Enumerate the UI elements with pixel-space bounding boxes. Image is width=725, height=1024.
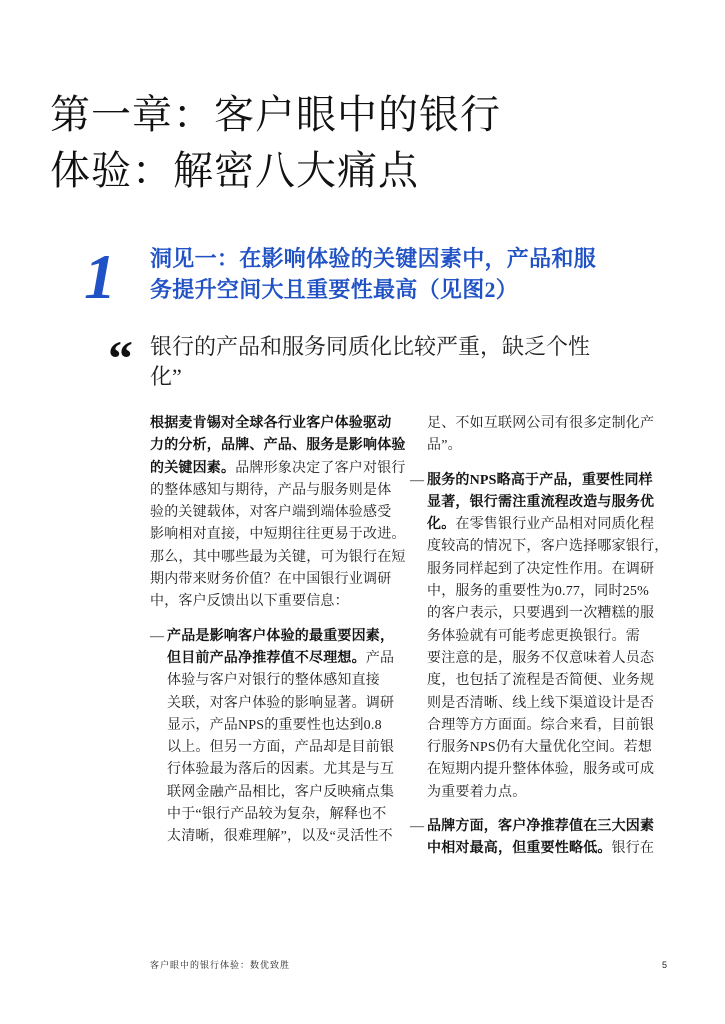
bold-text: 根据麦肯锡对全球各行业客户体验驱动: [150, 416, 392, 431]
body-text: 影响相对直接，中短期往往更易于改进。: [150, 527, 406, 543]
text-line: [427, 470, 666, 492]
body-text: 中于“银行产品较为复杂，解释也不: [167, 807, 387, 823]
bold-text: 显著，银行需注重流程改造与服务优: [427, 494, 655, 510]
text-line: [427, 435, 666, 457]
text-line: [150, 480, 406, 502]
bullet-item: [410, 816, 666, 861]
body-text: 验的关键载体，对客户端到端体验感受: [150, 505, 392, 521]
body-text: 中，客户反馈出以下重要信息：: [150, 594, 349, 610]
body-text: 在短期内提升整体体验，服务或可成: [427, 762, 655, 778]
text-line: [427, 626, 666, 648]
body-text: 足、不如互联网公司有很多定制化产: [427, 416, 655, 431]
text-line: [150, 458, 406, 480]
body-text: 要注意的是，服务不仅意味着人员态: [427, 650, 655, 666]
text-line: [150, 524, 406, 546]
body-text: 期内带来财务价值？在中国银行业调研: [150, 572, 392, 588]
body-paragraph: [150, 413, 406, 614]
text-line: [167, 670, 406, 692]
text-line: [150, 591, 406, 613]
text-line: [167, 782, 406, 804]
bold-text: 力的分析，品牌、产品、服务是影响体验: [150, 438, 406, 454]
text-line: [427, 648, 666, 670]
bold-text: 的关键因素。: [150, 460, 236, 476]
text-line: [150, 547, 406, 569]
pull-quote-line: 银行的产品和服务同质化比较严重，缺乏个性: [150, 334, 591, 359]
quote-mark-icon: “: [108, 330, 133, 386]
text-line: [427, 759, 666, 781]
body-text: 以上。但另一方面，产品却是目前银: [167, 740, 395, 756]
text-line: [167, 737, 406, 759]
text-line: [150, 502, 406, 524]
text-line: [427, 492, 666, 514]
text-line: [427, 670, 666, 692]
bullet-item-continued: [410, 413, 666, 458]
chapter-title-line: 第一章：客户眼中的银行: [50, 92, 501, 137]
text-line: [167, 648, 406, 670]
text-line: [427, 603, 666, 625]
text-line: [167, 693, 406, 715]
bold-text: 品牌方面，客户净推荐值在三大因素: [427, 819, 655, 835]
body-text: 则是否清晰、线上线下渠道设计是否: [427, 695, 655, 711]
text-line: [427, 782, 666, 804]
bullet-item: [150, 626, 406, 849]
chapter-title: [50, 87, 501, 199]
bold-text: 中相对最高，但重要性略低。: [427, 841, 612, 857]
text-line: [427, 715, 666, 737]
text-line: [167, 759, 406, 781]
body-text: 度，也包括了流程是否简便、业务规: [427, 673, 655, 689]
body-text: 联网金融产品相比，客户反映痛点集: [167, 784, 395, 800]
text-line: [167, 826, 406, 848]
bold-text: 产品是影响客户体验的最重要因素，: [167, 628, 395, 644]
bold-text: 但目前产品净推荐值不尽理想。: [167, 650, 366, 666]
bold-text: 服务的NPS略高于产品，重要性同样: [427, 472, 653, 488]
body-text: 品牌形象决定了客户对银行: [235, 460, 406, 476]
chapter-title-line: 体验：解密八大痛点: [50, 148, 419, 193]
body-text: 银行在: [611, 841, 655, 857]
text-line: [150, 413, 406, 435]
body-column-right: [410, 413, 669, 861]
text-line: [427, 559, 666, 581]
text-line: [427, 514, 666, 536]
bullet-dash: —: [410, 819, 425, 835]
body-text: 品”。: [427, 438, 462, 454]
text-line: [150, 569, 406, 591]
body-text: 的整体感知与期待，产品与服务则是体: [150, 482, 392, 498]
text-line: [167, 626, 406, 648]
text-line: [427, 536, 669, 558]
body-text: 那么，其中哪些最为关键，可为银行在短: [150, 549, 406, 565]
body-column-left: [150, 413, 406, 849]
body-text: 度较高的情况下，客户选择哪家银行，: [427, 539, 669, 555]
body-text: 合理等方方面面。综合来看，目前银: [427, 717, 655, 733]
text-line: [427, 581, 666, 603]
body-text: 的客户表示，只要遇到一次糟糕的服: [427, 606, 655, 622]
footer-report-title: 客户眼中的银行体验：数优致胜: [150, 960, 291, 970]
insight-number: 1: [84, 241, 116, 312]
body-text: 在零售银行业产品相对同质化程: [455, 517, 655, 533]
insight-heading-line: 务提升空间大且重要性最高（见图2）: [150, 277, 519, 302]
text-line: [167, 715, 406, 737]
body-text: 行体验最为落后的因素。尤其是与互: [167, 762, 395, 778]
text-line: [427, 737, 666, 759]
bold-text: 化。: [427, 517, 456, 533]
body-text: 中，服务的重要性为0.77，同时25%: [427, 584, 649, 600]
text-line: [427, 838, 666, 860]
bullet-dash: —: [150, 628, 165, 644]
body-text: 产品: [365, 650, 395, 666]
page-number: 5: [662, 960, 668, 970]
body-text: 务体验就有可能考虑更换银行。需: [427, 628, 640, 644]
insight-heading-line: 洞见一：在影响体验的关键因素中，产品和服: [150, 246, 597, 271]
body-text: 体验与客户对银行的整体感知直接: [167, 673, 380, 689]
pull-quote: [150, 332, 590, 392]
bullet-item: [410, 470, 669, 804]
body-text: 服务同样起到了决定性作用。在调研: [427, 561, 655, 577]
text-line: [427, 413, 666, 435]
body-text: 显示，产品NPS的重要性也达到0.8: [167, 717, 382, 733]
body-text: 行服务NPS仍有大量优化空间。若想: [427, 740, 653, 756]
body-text: 关联，对客户体验的影响显著。调研: [167, 695, 395, 711]
body-text: 为重要着力点。: [427, 784, 527, 800]
text-line: [167, 804, 406, 826]
bullet-dash: —: [410, 472, 425, 488]
text-line: [427, 693, 666, 715]
body-text: 太清晰，很难理解”，以及“灵活性不: [167, 829, 393, 845]
text-line: [150, 435, 406, 457]
text-line: [427, 816, 666, 838]
pull-quote-line: 化”: [150, 364, 182, 389]
insight-heading: [150, 243, 596, 305]
